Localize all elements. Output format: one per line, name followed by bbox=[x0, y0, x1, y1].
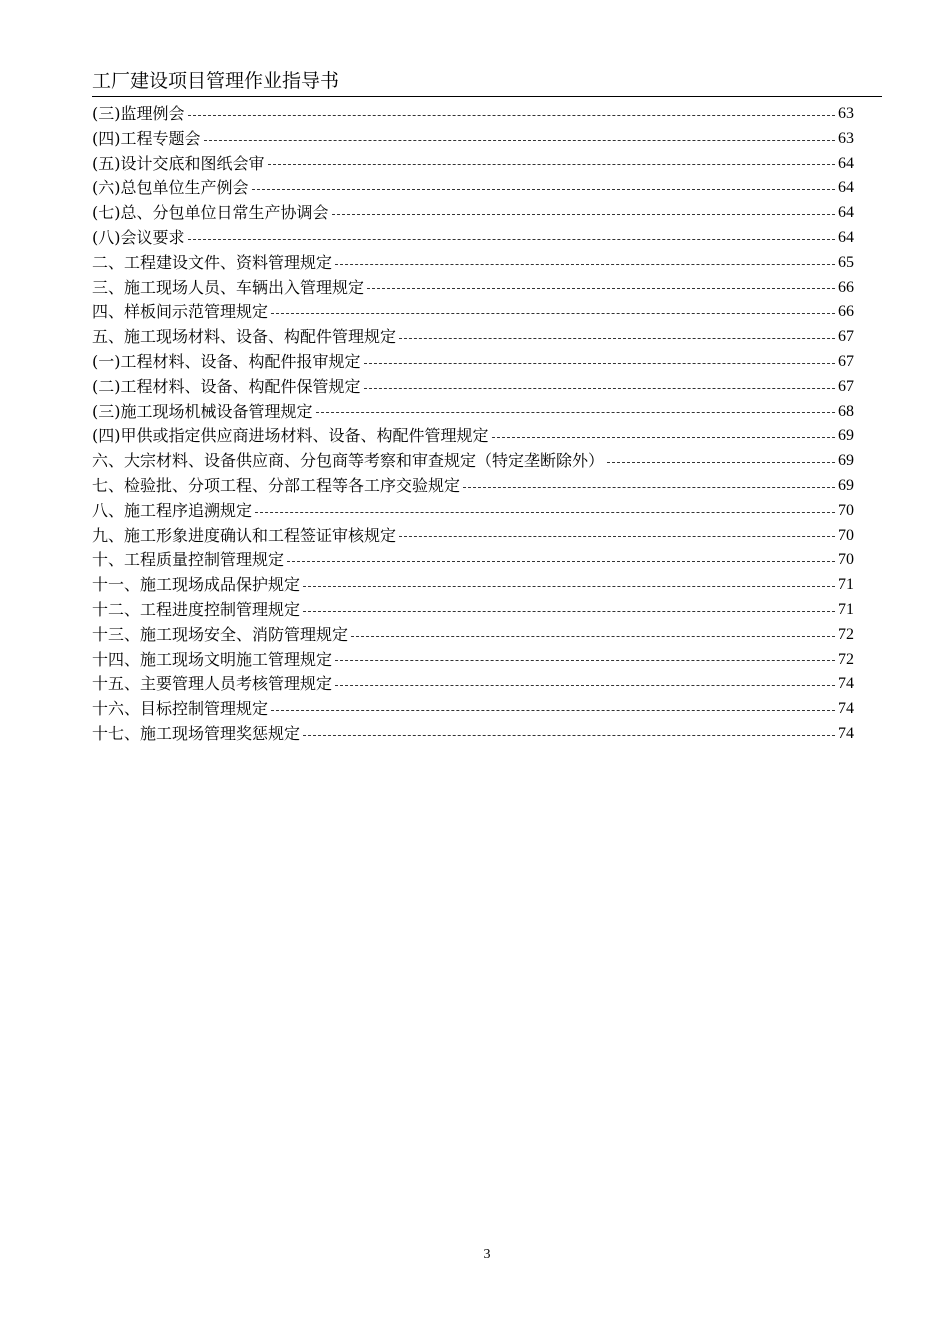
toc-entry[interactable] bbox=[92, 127, 854, 152]
toc-entry-page: 69 bbox=[838, 476, 854, 494]
toc-entry-page: 67 bbox=[838, 328, 854, 346]
toc-entry-page: 63 bbox=[838, 105, 854, 122]
toc-entry[interactable] bbox=[92, 623, 854, 648]
toc-entry-label: 十二、工程进度控制管理规定 bbox=[92, 599, 301, 619]
toc-entry-label: 七、检验批、分项工程、分部工程等各工序交验规定 bbox=[92, 475, 461, 495]
toc-entry-page: 71 bbox=[838, 576, 854, 594]
toc-entry-page: 70 bbox=[838, 551, 854, 569]
toc-entry-page: 64 bbox=[838, 154, 854, 172]
toc-entry[interactable] bbox=[92, 648, 854, 673]
toc-entry-label: 五、施工现场材料、设备、构配件管理规定 bbox=[92, 327, 397, 347]
toc-dot-leader bbox=[335, 685, 835, 686]
toc-entry-page: 72 bbox=[838, 650, 854, 668]
toc-entry-page: 74 bbox=[838, 675, 854, 693]
toc-dot-leader bbox=[364, 363, 836, 364]
toc-dot-leader bbox=[255, 512, 835, 513]
toc-dot-leader bbox=[303, 586, 835, 587]
toc-entry-label: (四)工程专题会 bbox=[92, 128, 201, 148]
toc-entry-label: (三)施工现场机械设备管理规定 bbox=[92, 401, 313, 421]
toc-entry-page: 74 bbox=[838, 700, 854, 718]
toc-entry-page: 69 bbox=[838, 427, 854, 445]
toc-entry-label: (二)工程材料、设备、构配件保管规定 bbox=[92, 376, 361, 396]
toc-entry-page: 68 bbox=[838, 402, 854, 420]
toc-entry[interactable] bbox=[92, 276, 854, 301]
toc-entry-page: 70 bbox=[838, 501, 854, 519]
toc-entry-label: (四)甲供或指定供应商进场材料、设备、构配件管理规定 bbox=[92, 426, 489, 446]
toc-entry-page: 64 bbox=[838, 204, 854, 222]
toc-entry[interactable] bbox=[92, 424, 854, 449]
toc-dot-leader bbox=[399, 536, 835, 537]
toc-entry-label: 十四、施工现场文明施工管理规定 bbox=[92, 649, 333, 669]
document-title: 工厂建设项目管理作业指导书 bbox=[92, 70, 340, 92]
toc-entry[interactable] bbox=[92, 226, 854, 251]
toc-entry[interactable] bbox=[92, 548, 854, 573]
toc-dot-leader bbox=[335, 660, 835, 661]
toc-dot-leader bbox=[287, 561, 835, 562]
toc-entry-page: 64 bbox=[838, 228, 854, 246]
toc-dot-leader bbox=[303, 735, 835, 736]
toc-entry-page: 63 bbox=[838, 129, 854, 147]
toc-entry-page: 66 bbox=[838, 303, 854, 321]
toc-dot-leader bbox=[316, 412, 836, 413]
toc-entry[interactable] bbox=[92, 474, 854, 499]
toc-entry-page: 71 bbox=[838, 600, 854, 618]
toc-dot-leader bbox=[204, 140, 836, 141]
toc-entry-page: 70 bbox=[838, 526, 854, 544]
toc-dot-leader bbox=[399, 338, 835, 339]
toc-dot-leader bbox=[188, 115, 836, 116]
toc-dot-leader bbox=[303, 611, 835, 612]
toc-entry-label: 十、工程质量控制管理规定 bbox=[92, 550, 285, 570]
toc-entry-page: 69 bbox=[838, 452, 854, 470]
toc-entry[interactable] bbox=[92, 102, 854, 127]
toc-entry[interactable] bbox=[92, 176, 854, 201]
toc-entry-label: 十六、目标控制管理规定 bbox=[92, 699, 269, 719]
toc-dot-leader bbox=[463, 487, 835, 488]
toc-entry[interactable] bbox=[92, 201, 854, 226]
toc-entry[interactable] bbox=[92, 300, 854, 325]
toc-entry-label: 十七、施工现场管理奖惩规定 bbox=[92, 723, 301, 743]
toc-entry-label: 十三、施工现场安全、消防管理规定 bbox=[92, 624, 349, 644]
toc-dot-leader bbox=[607, 462, 835, 463]
toc-entry-label: 十一、施工现场成品保护规定 bbox=[92, 575, 301, 595]
toc-entry[interactable] bbox=[92, 350, 854, 375]
toc-entry-label: 三、施工现场人员、车辆出入管理规定 bbox=[92, 277, 365, 297]
toc-entry[interactable] bbox=[92, 573, 854, 598]
toc-dot-leader bbox=[252, 189, 836, 190]
toc-dot-leader bbox=[351, 636, 835, 637]
toc-entry[interactable] bbox=[92, 400, 854, 425]
toc-entry[interactable] bbox=[92, 251, 854, 276]
toc-dot-leader bbox=[335, 264, 835, 265]
toc-entry[interactable] bbox=[92, 672, 854, 697]
toc-entry-page: 64 bbox=[838, 179, 854, 197]
toc-entry-page: 74 bbox=[838, 724, 854, 742]
toc-entry[interactable] bbox=[92, 325, 854, 350]
toc-entry-label: 八、施工程序追溯规定 bbox=[92, 500, 253, 520]
toc-dot-leader bbox=[268, 164, 836, 165]
toc-entry[interactable] bbox=[92, 449, 854, 474]
toc-dot-leader bbox=[188, 239, 836, 240]
toc-entry-page: 72 bbox=[838, 625, 854, 643]
toc-entry-label: 六、大宗材料、设备供应商、分包商等考察和审查规定（特定垄断除外） bbox=[92, 451, 605, 471]
toc-entry-label: (三)监理例会 bbox=[92, 104, 185, 123]
toc-dot-leader bbox=[271, 313, 835, 314]
toc-entry-page: 66 bbox=[838, 278, 854, 296]
toc-entry[interactable] bbox=[92, 598, 854, 623]
toc-entry[interactable] bbox=[92, 499, 854, 524]
toc-entry-label: (五)设计交底和图纸会审 bbox=[92, 153, 265, 173]
toc-entry-label: 四、样板间示范管理规定 bbox=[92, 302, 269, 322]
toc-entry-label: 十五、主要管理人员考核管理规定 bbox=[92, 674, 333, 694]
toc-entry-page: 67 bbox=[838, 352, 854, 370]
toc-entry[interactable] bbox=[92, 152, 854, 177]
toc-entry-label: (七)总、分包单位日常生产协调会 bbox=[92, 203, 329, 223]
toc-dot-leader bbox=[364, 388, 836, 389]
toc-entry-label: (一)工程材料、设备、构配件报审规定 bbox=[92, 351, 361, 371]
toc-dot-leader bbox=[492, 437, 836, 438]
toc-entry[interactable] bbox=[92, 697, 854, 722]
table-of-contents bbox=[92, 102, 854, 747]
toc-dot-leader bbox=[332, 214, 836, 215]
toc-entry-label: (八)会议要求 bbox=[92, 227, 185, 247]
toc-entry-page: 65 bbox=[838, 253, 854, 271]
toc-entry[interactable] bbox=[92, 375, 854, 400]
toc-dot-leader bbox=[271, 710, 835, 711]
toc-entry[interactable] bbox=[92, 524, 854, 549]
toc-entry-label: (六)总包单位生产例会 bbox=[92, 178, 249, 198]
toc-entry[interactable] bbox=[92, 722, 854, 747]
toc-dot-leader bbox=[367, 288, 835, 289]
toc-entry-label: 二、工程建设文件、资料管理规定 bbox=[92, 252, 333, 272]
page-header bbox=[92, 66, 882, 97]
toc-entry-page: 67 bbox=[838, 377, 854, 395]
page-number: 3 bbox=[483, 1247, 491, 1262]
toc-entry-label: 九、施工形象进度确认和工程签证审核规定 bbox=[92, 525, 397, 545]
